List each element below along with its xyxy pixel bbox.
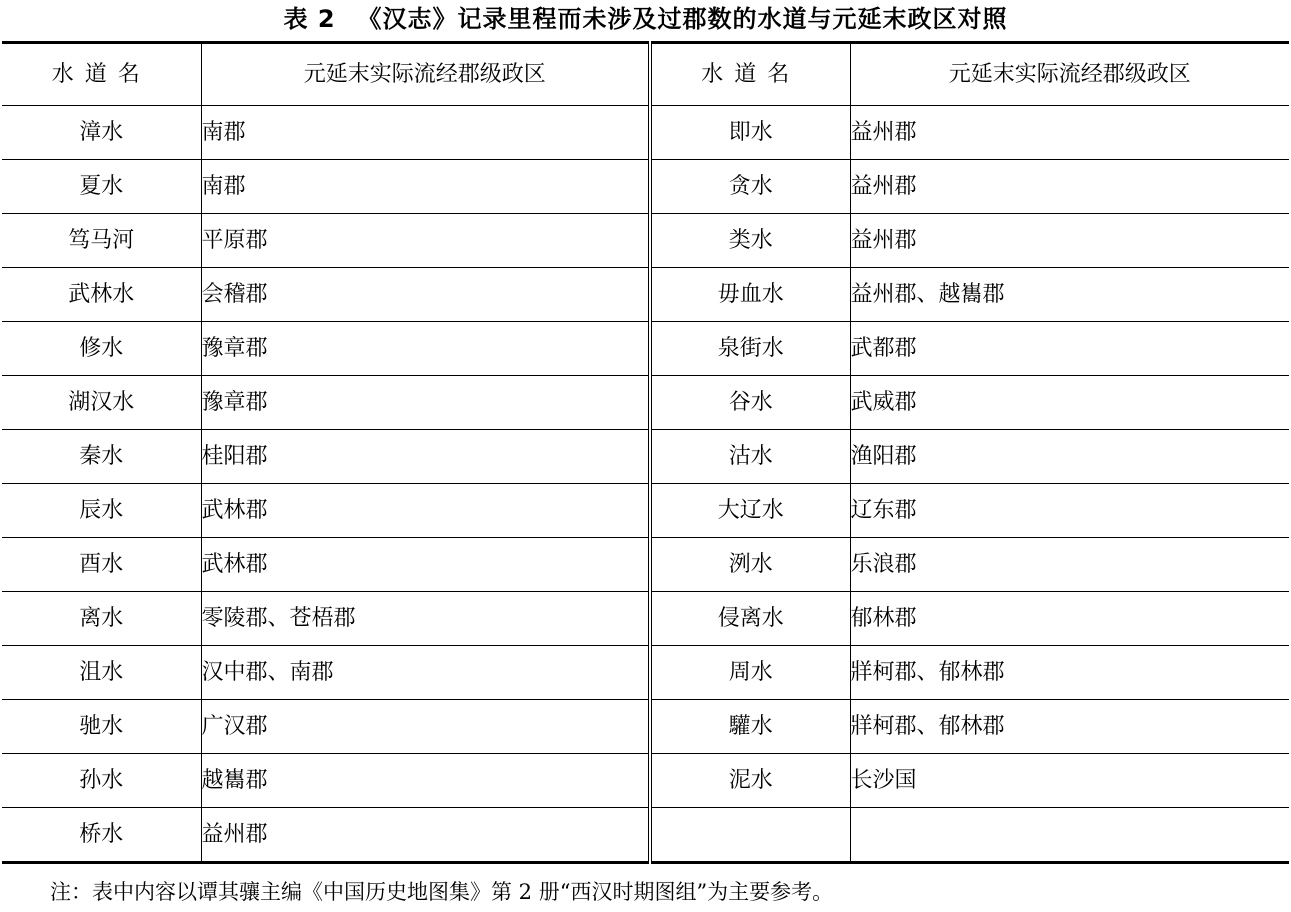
table-row — [2, 808, 1289, 863]
prefecture-left: 广汉郡 — [201, 700, 650, 754]
prefecture-left: 南郡 — [201, 106, 650, 160]
waterway-name-left: 酉水 — [2, 538, 201, 592]
prefecture-right: 益州郡 — [850, 160, 1289, 214]
waterway-name-left: 漳水 — [2, 106, 201, 160]
prefecture-left: 武林郡 — [201, 484, 650, 538]
waterway-name-left: 沮水 — [2, 646, 201, 700]
waterway-name-left: 辰水 — [2, 484, 201, 538]
table-row — [2, 160, 1289, 214]
comparison-table — [2, 41, 1289, 864]
prefecture-right: 长沙国 — [850, 754, 1289, 808]
waterway-name-right: 谷水 — [650, 376, 850, 430]
table-caption: 《汉志》记录里程而未涉及过郡数的水道与元延末政区对照 — [357, 5, 1008, 33]
table-row — [2, 268, 1289, 322]
waterway-name-right: 侵离水 — [650, 592, 850, 646]
table-row — [2, 538, 1289, 592]
prefecture-right: 牂柯郡、郁林郡 — [850, 646, 1289, 700]
prefecture-right — [850, 808, 1289, 863]
prefecture-left: 益州郡 — [201, 808, 650, 863]
table-row — [2, 376, 1289, 430]
prefecture-right: 辽东郡 — [850, 484, 1289, 538]
header-row — [2, 43, 1289, 106]
prefecture-right: 牂柯郡、郁林郡 — [850, 700, 1289, 754]
prefecture-right: 武都郡 — [850, 322, 1289, 376]
waterway-name-left: 驰水 — [2, 700, 201, 754]
waterway-name-right: 毋血水 — [650, 268, 850, 322]
table-row — [2, 484, 1289, 538]
table-body — [2, 106, 1289, 863]
prefecture-left: 汉中郡、南郡 — [201, 646, 650, 700]
header-right-prefecture: 元延末实际流经郡级政区 — [850, 43, 1289, 106]
prefecture-right: 益州郡、越巂郡 — [850, 268, 1289, 322]
table-title — [0, 2, 1291, 36]
table-row — [2, 646, 1289, 700]
prefecture-right: 郁林郡 — [850, 592, 1289, 646]
prefecture-left: 零陵郡、苍梧郡 — [201, 592, 650, 646]
prefecture-right: 乐浪郡 — [850, 538, 1289, 592]
prefecture-left: 越巂郡 — [201, 754, 650, 808]
prefecture-left: 平原郡 — [201, 214, 650, 268]
prefecture-left: 武林郡 — [201, 538, 650, 592]
waterway-name-right: 周水 — [650, 646, 850, 700]
waterway-name-right: 贪水 — [650, 160, 850, 214]
table-row — [2, 322, 1289, 376]
waterway-name-right: 洌水 — [650, 538, 850, 592]
waterway-name-left: 离水 — [2, 592, 201, 646]
waterway-name-left: 修水 — [2, 322, 201, 376]
table-row — [2, 214, 1289, 268]
prefecture-right: 武威郡 — [850, 376, 1289, 430]
table-row — [2, 592, 1289, 646]
waterway-name-right: 类水 — [650, 214, 850, 268]
table-row — [2, 430, 1289, 484]
waterway-name-left: 笃马河 — [2, 214, 201, 268]
waterway-name-right: 沽水 — [650, 430, 850, 484]
waterway-name-left: 秦水 — [2, 430, 201, 484]
prefecture-left: 南郡 — [201, 160, 650, 214]
header-left-prefecture: 元延末实际流经郡级政区 — [201, 43, 650, 106]
footnote: 注：表中内容以谭其骧主编《中国历史地图集》第 2 册“西汉时期图组”为主要参考。 — [50, 880, 834, 904]
waterway-name-right: 即水 — [650, 106, 850, 160]
header-right-waterway: 水道名 — [650, 43, 850, 106]
table-row — [2, 106, 1289, 160]
waterway-name-left: 孙水 — [2, 754, 201, 808]
prefecture-right: 益州郡 — [850, 214, 1289, 268]
prefecture-left: 桂阳郡 — [201, 430, 650, 484]
table-row — [2, 700, 1289, 754]
waterway-name-left: 桥水 — [2, 808, 201, 863]
waterway-name-right: 泉街水 — [650, 322, 850, 376]
header-left-waterway: 水道名 — [2, 43, 201, 106]
prefecture-right: 益州郡 — [850, 106, 1289, 160]
waterway-name-right — [650, 808, 850, 863]
table-row — [2, 754, 1289, 808]
waterway-name-right: 泥水 — [650, 754, 850, 808]
prefecture-left: 豫章郡 — [201, 322, 650, 376]
prefecture-right: 渔阳郡 — [850, 430, 1289, 484]
prefecture-left: 会稽郡 — [201, 268, 650, 322]
table-number: 表 2 — [283, 5, 336, 33]
waterway-name-left: 武林水 — [2, 268, 201, 322]
prefecture-left: 豫章郡 — [201, 376, 650, 430]
waterway-name-right: 大辽水 — [650, 484, 850, 538]
waterway-name-left: 夏水 — [2, 160, 201, 214]
waterway-name-right: 驩水 — [650, 700, 850, 754]
waterway-name-left: 湖汉水 — [2, 376, 201, 430]
